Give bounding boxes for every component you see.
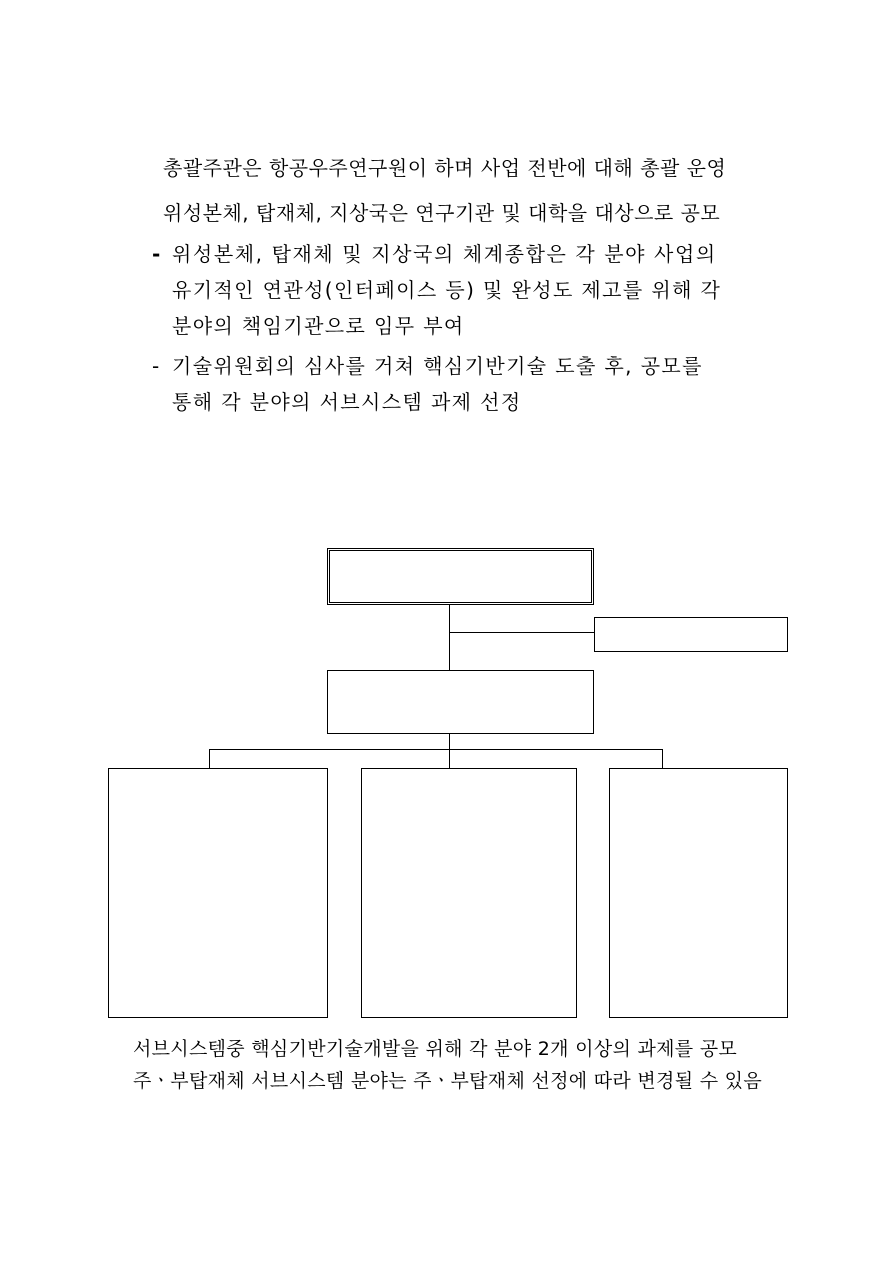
- bullet-marker: -: [152, 354, 160, 378]
- connector-branch-left: [209, 749, 210, 768]
- connector-branch-center: [449, 749, 450, 768]
- bullet-marker: -: [152, 242, 161, 266]
- connector-middle-down: [449, 734, 450, 749]
- bullet2-line2: 통해 각 분야의 서브시스템 과제 선정: [172, 390, 522, 414]
- bullet1-line1: 위성본체, 탑재체 및 지상국의 체계종합은 각 분야 사업의: [172, 242, 717, 266]
- org-box-bottom-left: [108, 768, 328, 1018]
- footnote-subsystem-offering: 서브시스템중 핵심기반기술개발을 위해 각 분야 2개 이상의 과제를 공모: [133, 1038, 738, 1060]
- paragraph-overall-management: 총괄주관은 항공우주연구원이 하며 사업 전반에 대해 총괄 운영: [163, 156, 727, 180]
- connector-branch-horizontal: [209, 749, 662, 750]
- footnote-payload-change: 주ㆍ부탑재체 서브시스템 분야는 주ㆍ부탑재체 선정에 따라 변경될 수 있음: [133, 1070, 762, 1092]
- bullet1-line3: 분야의 책임기관으로 임무 부여: [172, 314, 465, 338]
- paragraph-public-offering: 위성본체, 탑재체, 지상국은 연구기관 및 대학을 대상으로 공모: [163, 201, 721, 225]
- bullet1-line2: 유기적인 연관성(인터페이스 등) 및 완성도 제고를 위해 각: [172, 278, 722, 302]
- org-box-bottom-center: [361, 768, 577, 1018]
- connector-top-to-middle: [449, 605, 450, 670]
- org-box-middle: [327, 670, 594, 734]
- org-box-side: [594, 617, 788, 652]
- bullet2-line1: 기술위원회의 심사를 거쳐 핵심기반기술 도출 후, 공모를: [172, 354, 703, 378]
- connector-to-side-box: [449, 632, 594, 633]
- org-box-top: [327, 548, 594, 605]
- org-box-bottom-right: [609, 768, 788, 1018]
- connector-branch-right: [662, 749, 663, 768]
